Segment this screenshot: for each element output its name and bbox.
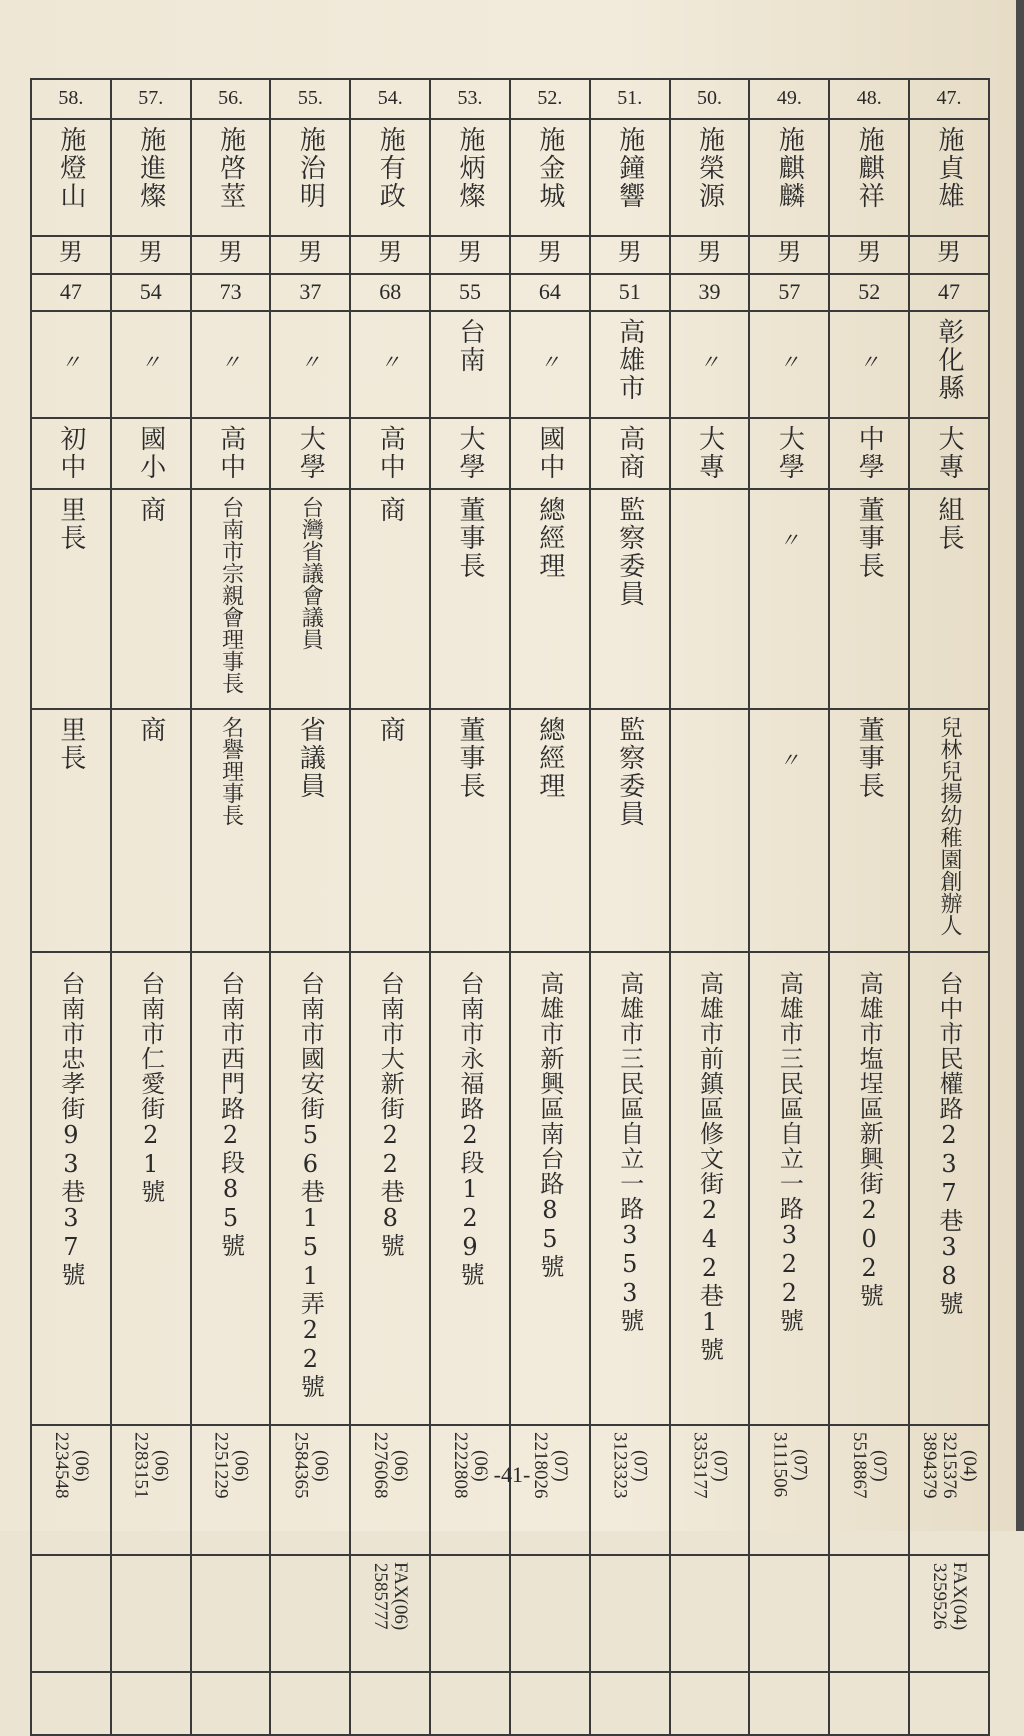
phone-line: 2283151 bbox=[130, 1432, 152, 1499]
phone-line: 3215376 bbox=[939, 1432, 961, 1499]
origin-cell bbox=[191, 311, 271, 418]
fax-cell bbox=[270, 1555, 350, 1672]
phone-line: (07) bbox=[789, 1448, 811, 1481]
age-cell bbox=[111, 274, 191, 312]
education-value: 高中 bbox=[375, 425, 406, 482]
fax-cell bbox=[590, 1555, 670, 1672]
current-position-value: 監察委員 bbox=[614, 716, 645, 829]
page-edge-shadow bbox=[1016, 0, 1024, 1531]
age-value: 64 bbox=[538, 278, 561, 304]
past-position-value: 商 bbox=[135, 496, 166, 525]
current-position-value: 省議員 bbox=[295, 716, 326, 801]
past-position-cell bbox=[909, 489, 989, 709]
blank-cell bbox=[31, 1672, 111, 1735]
row-phone bbox=[31, 1425, 989, 1555]
name-cell bbox=[270, 119, 350, 236]
address-cell bbox=[909, 952, 989, 1425]
member-name: 施進燦 bbox=[135, 125, 166, 210]
blank-cell bbox=[749, 1672, 829, 1735]
row-number bbox=[31, 79, 989, 119]
fax-cell bbox=[670, 1555, 750, 1672]
name-cell bbox=[430, 119, 510, 236]
sex-value: 男 bbox=[537, 240, 562, 266]
current-position-cell bbox=[590, 709, 670, 952]
sex-cell bbox=[270, 236, 350, 274]
page-number: -41- bbox=[493, 1462, 531, 1487]
row-current-position bbox=[31, 709, 989, 952]
origin-value: 彰化縣 bbox=[934, 318, 965, 403]
origin-cell bbox=[270, 311, 350, 418]
phone-cell bbox=[909, 1425, 989, 1555]
age-cell bbox=[829, 274, 909, 312]
fax-cell bbox=[430, 1555, 510, 1672]
blank-cell bbox=[829, 1672, 909, 1735]
current-position-cell bbox=[510, 709, 590, 952]
sex-cell bbox=[350, 236, 430, 274]
past-position-cell bbox=[430, 489, 510, 709]
number-cell bbox=[191, 79, 271, 119]
phone-line: 3353177 bbox=[689, 1432, 711, 1499]
address-value: 台南市永福路2段129號 bbox=[456, 970, 485, 1287]
current-position-value: 商 bbox=[375, 716, 406, 745]
member-name: 施燈山 bbox=[55, 125, 86, 210]
address-cell bbox=[191, 952, 271, 1425]
past-position-value: 組長 bbox=[934, 496, 965, 553]
origin-cell bbox=[111, 311, 191, 418]
current-position-value: 兒林兒揚幼稚園創辦人 bbox=[937, 716, 963, 937]
fax-line: 2585777 bbox=[370, 1562, 392, 1630]
sex-cell bbox=[430, 236, 510, 274]
sex-cell bbox=[909, 236, 989, 274]
sex-cell bbox=[111, 236, 191, 274]
education-cell bbox=[670, 418, 750, 489]
entry-number: 53. bbox=[457, 87, 483, 109]
current-position-value: 商 bbox=[135, 716, 166, 745]
ditto-mark: 〃 bbox=[779, 528, 800, 553]
education-value: 大專 bbox=[934, 425, 965, 482]
number-cell bbox=[31, 79, 111, 119]
origin-value: 高雄市 bbox=[614, 318, 645, 403]
sex-cell bbox=[191, 236, 271, 274]
address-cell bbox=[670, 952, 750, 1425]
blank-cell bbox=[590, 1672, 670, 1735]
phone-line: (06) bbox=[70, 1449, 92, 1482]
blank-cell bbox=[111, 1672, 191, 1735]
member-name: 施麒祥 bbox=[854, 125, 885, 210]
member-name: 施有政 bbox=[375, 125, 406, 210]
past-position-value: 台南市宗親會理事長 bbox=[218, 496, 244, 695]
phone-line: 2222808 bbox=[450, 1432, 472, 1499]
address-cell bbox=[31, 952, 111, 1425]
age-cell bbox=[270, 274, 350, 312]
current-position-value: 里長 bbox=[55, 716, 86, 773]
sex-value: 男 bbox=[138, 240, 163, 266]
address-value: 台南市仁愛街21號 bbox=[136, 970, 165, 1204]
member-name: 施金城 bbox=[534, 125, 565, 210]
number-cell bbox=[430, 79, 510, 119]
age-value: 51 bbox=[618, 278, 641, 304]
phone-cell bbox=[749, 1425, 829, 1555]
education-value: 大專 bbox=[694, 425, 725, 482]
sex-value: 男 bbox=[857, 240, 882, 266]
age-value: 57 bbox=[778, 278, 801, 304]
phone-cell bbox=[670, 1425, 750, 1555]
phone-line: 2218026 bbox=[529, 1432, 551, 1499]
address-value: 台中市民權路237巷38號 bbox=[935, 970, 964, 1316]
origin-cell bbox=[350, 311, 430, 418]
education-value: 中學 bbox=[854, 425, 885, 482]
fax-cell bbox=[111, 1555, 191, 1672]
row-blank bbox=[31, 1672, 989, 1735]
ditto-mark: 〃 bbox=[859, 350, 880, 375]
origin-value: 台南 bbox=[455, 318, 486, 375]
current-position-value: 董事長 bbox=[455, 716, 486, 801]
number-cell bbox=[510, 79, 590, 119]
past-position-cell bbox=[670, 489, 750, 709]
number-cell bbox=[670, 79, 750, 119]
past-position-value: 里長 bbox=[55, 496, 86, 553]
address-cell bbox=[430, 952, 510, 1425]
origin-cell bbox=[909, 311, 989, 418]
phone-line: 2584365 bbox=[290, 1432, 312, 1499]
education-value: 高中 bbox=[215, 425, 246, 482]
education-value: 大學 bbox=[455, 425, 486, 482]
current-position-cell bbox=[829, 709, 909, 952]
fax-cell bbox=[31, 1555, 111, 1672]
past-position-cell bbox=[510, 489, 590, 709]
education-value: 高商 bbox=[614, 425, 645, 482]
sex-value: 男 bbox=[298, 240, 323, 266]
education-cell bbox=[749, 418, 829, 489]
origin-cell bbox=[510, 311, 590, 418]
blank-cell bbox=[191, 1672, 271, 1735]
number-cell bbox=[749, 79, 829, 119]
sex-value: 男 bbox=[378, 240, 403, 266]
age-value: 47 bbox=[59, 278, 82, 304]
sex-value: 男 bbox=[458, 240, 483, 266]
past-position-cell bbox=[829, 489, 909, 709]
sex-cell bbox=[670, 236, 750, 274]
age-cell bbox=[350, 274, 430, 312]
age-cell bbox=[430, 274, 510, 312]
phone-line: (06) bbox=[230, 1449, 252, 1482]
phone-line: (07) bbox=[629, 1449, 651, 1482]
phone-line: 2276068 bbox=[370, 1432, 392, 1499]
row-address bbox=[31, 952, 989, 1425]
sex-value: 男 bbox=[697, 240, 722, 266]
sex-value: 男 bbox=[617, 240, 642, 266]
address-value: 台南市西門路2段85號 bbox=[216, 970, 245, 1258]
entry-number: 56. bbox=[218, 87, 244, 109]
entry-number: 51. bbox=[617, 87, 643, 109]
origin-cell bbox=[31, 311, 111, 418]
age-cell bbox=[670, 274, 750, 312]
ditto-mark: 〃 bbox=[699, 350, 720, 375]
sex-value: 男 bbox=[58, 240, 83, 266]
phone-line: (06) bbox=[150, 1449, 172, 1482]
entry-number: 55. bbox=[297, 87, 323, 109]
entry-number: 54. bbox=[377, 87, 403, 109]
phone-cell bbox=[510, 1425, 590, 1555]
current-position-cell bbox=[191, 709, 271, 952]
past-position-value: 監察委員 bbox=[614, 496, 645, 609]
row-name bbox=[31, 119, 989, 236]
member-name: 施榮源 bbox=[694, 125, 725, 210]
sex-value: 男 bbox=[777, 240, 802, 266]
number-cell bbox=[829, 79, 909, 119]
age-cell bbox=[191, 274, 271, 312]
sex-cell bbox=[510, 236, 590, 274]
sex-value: 男 bbox=[218, 240, 243, 266]
phone-line: (07) bbox=[709, 1449, 731, 1482]
education-value: 國小 bbox=[135, 425, 166, 482]
past-position-cell bbox=[270, 489, 350, 709]
age-cell bbox=[909, 274, 989, 312]
age-value: 52 bbox=[858, 278, 881, 304]
origin-cell bbox=[590, 311, 670, 418]
number-cell bbox=[909, 79, 989, 119]
fax-cell bbox=[350, 1555, 430, 1672]
name-cell bbox=[829, 119, 909, 236]
fax-line: FAX(06) bbox=[390, 1561, 412, 1631]
phone-cell bbox=[590, 1425, 670, 1555]
fax-cell bbox=[829, 1555, 909, 1672]
address-value: 高雄市前鎮區修文街242巷1號 bbox=[695, 970, 724, 1362]
education-value: 初中 bbox=[55, 425, 86, 482]
address-cell bbox=[829, 952, 909, 1425]
blank-cell bbox=[430, 1672, 510, 1735]
phone-line: 2251229 bbox=[210, 1432, 232, 1499]
member-name: 施啓莖 bbox=[215, 125, 246, 210]
phone-line: 3123323 bbox=[609, 1432, 631, 1499]
sex-cell bbox=[31, 236, 111, 274]
age-value: 54 bbox=[139, 278, 162, 304]
address-cell bbox=[590, 952, 670, 1425]
age-cell bbox=[749, 274, 829, 312]
member-name: 施鐘響 bbox=[614, 125, 645, 210]
origin-cell bbox=[829, 311, 909, 418]
past-position-cell bbox=[31, 489, 111, 709]
row-sex bbox=[31, 236, 989, 274]
ditto-mark: 〃 bbox=[300, 350, 321, 375]
age-cell bbox=[510, 274, 590, 312]
address-value: 高雄市三民區自立一路322號 bbox=[775, 970, 804, 1333]
current-position-cell bbox=[31, 709, 111, 952]
phone-line: (06) bbox=[470, 1449, 492, 1482]
member-name: 施治明 bbox=[295, 125, 326, 210]
name-cell bbox=[590, 119, 670, 236]
past-position-cell bbox=[749, 489, 829, 709]
fax-cell bbox=[909, 1555, 989, 1672]
current-position-cell bbox=[270, 709, 350, 952]
name-cell bbox=[749, 119, 829, 236]
number-cell bbox=[270, 79, 350, 119]
origin-cell bbox=[670, 311, 750, 418]
address-value: 高雄市三民區自立一路353號 bbox=[615, 970, 644, 1333]
age-value: 73 bbox=[219, 278, 242, 304]
past-position-value: 董事長 bbox=[455, 496, 486, 581]
name-cell bbox=[670, 119, 750, 236]
ditto-mark: 〃 bbox=[60, 350, 81, 375]
phone-line: (07) bbox=[549, 1449, 571, 1482]
phone-line: (07) bbox=[869, 1449, 891, 1482]
past-position-value: 台灣省議會議員 bbox=[298, 496, 324, 651]
phone-cell bbox=[350, 1425, 430, 1555]
address-cell bbox=[510, 952, 590, 1425]
past-position-value: 總經理 bbox=[534, 496, 565, 581]
age-value: 68 bbox=[379, 278, 402, 304]
address-value: 高雄市新興區南台路85號 bbox=[535, 970, 564, 1279]
phone-cell bbox=[111, 1425, 191, 1555]
past-position-cell bbox=[111, 489, 191, 709]
phone-line: 3111506 bbox=[769, 1432, 791, 1498]
current-position-cell bbox=[749, 709, 829, 952]
ditto-mark: 〃 bbox=[140, 350, 161, 375]
past-position-cell bbox=[191, 489, 271, 709]
sex-value: 男 bbox=[937, 240, 962, 266]
education-value: 國中 bbox=[534, 425, 565, 482]
sex-cell bbox=[590, 236, 670, 274]
phone-line: (06) bbox=[390, 1449, 412, 1482]
current-position-value: 名譽理事長 bbox=[218, 716, 244, 827]
ditto-mark: 〃 bbox=[779, 350, 800, 375]
education-cell bbox=[909, 418, 989, 489]
name-cell bbox=[111, 119, 191, 236]
phone-cell bbox=[829, 1425, 909, 1555]
blank-cell bbox=[909, 1672, 989, 1735]
education-cell bbox=[510, 418, 590, 489]
education-cell bbox=[270, 418, 350, 489]
entry-number: 48. bbox=[856, 87, 882, 109]
current-position-cell bbox=[909, 709, 989, 952]
phone-cell bbox=[270, 1425, 350, 1555]
fax-cell bbox=[510, 1555, 590, 1672]
row-fax bbox=[31, 1555, 989, 1672]
phone-cell bbox=[191, 1425, 271, 1555]
blank-cell bbox=[270, 1672, 350, 1735]
address-value: 台南市國安街56巷151弄22號 bbox=[296, 970, 325, 1399]
fax-line: 3259526 bbox=[929, 1562, 951, 1630]
address-cell bbox=[350, 952, 430, 1425]
education-cell bbox=[191, 418, 271, 489]
education-cell bbox=[350, 418, 430, 489]
number-cell bbox=[350, 79, 430, 119]
education-cell bbox=[111, 418, 191, 489]
address-cell bbox=[749, 952, 829, 1425]
number-cell bbox=[111, 79, 191, 119]
blank-cell bbox=[350, 1672, 430, 1735]
name-cell bbox=[350, 119, 430, 236]
phone-cell bbox=[31, 1425, 111, 1555]
address-cell bbox=[111, 952, 191, 1425]
row-age bbox=[31, 274, 989, 312]
age-value: 39 bbox=[698, 278, 721, 304]
name-cell bbox=[191, 119, 271, 236]
fax-line: FAX(04) bbox=[949, 1561, 971, 1631]
age-value: 55 bbox=[459, 278, 482, 304]
member-name: 施炳燦 bbox=[455, 125, 486, 210]
age-cell bbox=[31, 274, 111, 312]
past-position-value: 商 bbox=[375, 496, 406, 525]
education-cell bbox=[590, 418, 670, 489]
phone-line: (06) bbox=[310, 1449, 332, 1482]
entry-number: 49. bbox=[776, 87, 802, 109]
entry-number: 47. bbox=[936, 87, 962, 109]
fax-cell bbox=[191, 1555, 271, 1672]
address-value: 台南市忠孝街93巷37號 bbox=[56, 970, 85, 1287]
current-position-value: 總經理 bbox=[534, 716, 565, 801]
phone-line: (04) bbox=[959, 1449, 981, 1482]
education-value: 大學 bbox=[295, 425, 326, 482]
past-position-value: 董事長 bbox=[854, 496, 885, 581]
ditto-mark: 〃 bbox=[539, 350, 560, 375]
phone-line: 5518867 bbox=[849, 1432, 871, 1499]
entry-number: 50. bbox=[697, 87, 723, 109]
sex-cell bbox=[749, 236, 829, 274]
current-position-cell bbox=[350, 709, 430, 952]
name-cell bbox=[909, 119, 989, 236]
name-cell bbox=[510, 119, 590, 236]
fax-cell bbox=[749, 1555, 829, 1672]
past-position-cell bbox=[590, 489, 670, 709]
address-value: 台南市大新街22巷8號 bbox=[376, 970, 405, 1258]
blank-cell bbox=[670, 1672, 750, 1735]
member-name: 施麒麟 bbox=[774, 125, 805, 210]
member-name: 施貞雄 bbox=[934, 125, 965, 210]
name-cell bbox=[31, 119, 111, 236]
education-cell bbox=[31, 418, 111, 489]
education-cell bbox=[829, 418, 909, 489]
past-position-cell bbox=[350, 489, 430, 709]
phone-cell bbox=[430, 1425, 510, 1555]
entry-number: 58. bbox=[58, 87, 84, 109]
entry-number: 57. bbox=[138, 87, 164, 109]
blank-cell bbox=[510, 1672, 590, 1735]
address-value: 高雄市塩埕區新興街202號 bbox=[855, 970, 884, 1308]
ditto-mark: 〃 bbox=[779, 748, 800, 773]
row-past-position bbox=[31, 489, 989, 709]
current-position-cell bbox=[111, 709, 191, 952]
age-value: 47 bbox=[938, 278, 961, 304]
age-value: 37 bbox=[299, 278, 322, 304]
row-education bbox=[31, 418, 989, 489]
age-cell bbox=[590, 274, 670, 312]
sex-cell bbox=[829, 236, 909, 274]
phone-line: 3894379 bbox=[919, 1432, 941, 1499]
ditto-mark: 〃 bbox=[220, 350, 241, 375]
row-origin bbox=[31, 311, 989, 418]
entry-number: 52. bbox=[537, 87, 563, 109]
current-position-cell bbox=[670, 709, 750, 952]
number-cell bbox=[590, 79, 670, 119]
address-cell bbox=[270, 952, 350, 1425]
education-value: 大學 bbox=[774, 425, 805, 482]
ditto-mark: 〃 bbox=[380, 350, 401, 375]
origin-cell bbox=[749, 311, 829, 418]
education-cell bbox=[430, 418, 510, 489]
origin-cell bbox=[430, 311, 510, 418]
current-position-value: 董事長 bbox=[854, 716, 885, 801]
phone-line: 2234548 bbox=[50, 1432, 72, 1499]
current-position-cell bbox=[430, 709, 510, 952]
